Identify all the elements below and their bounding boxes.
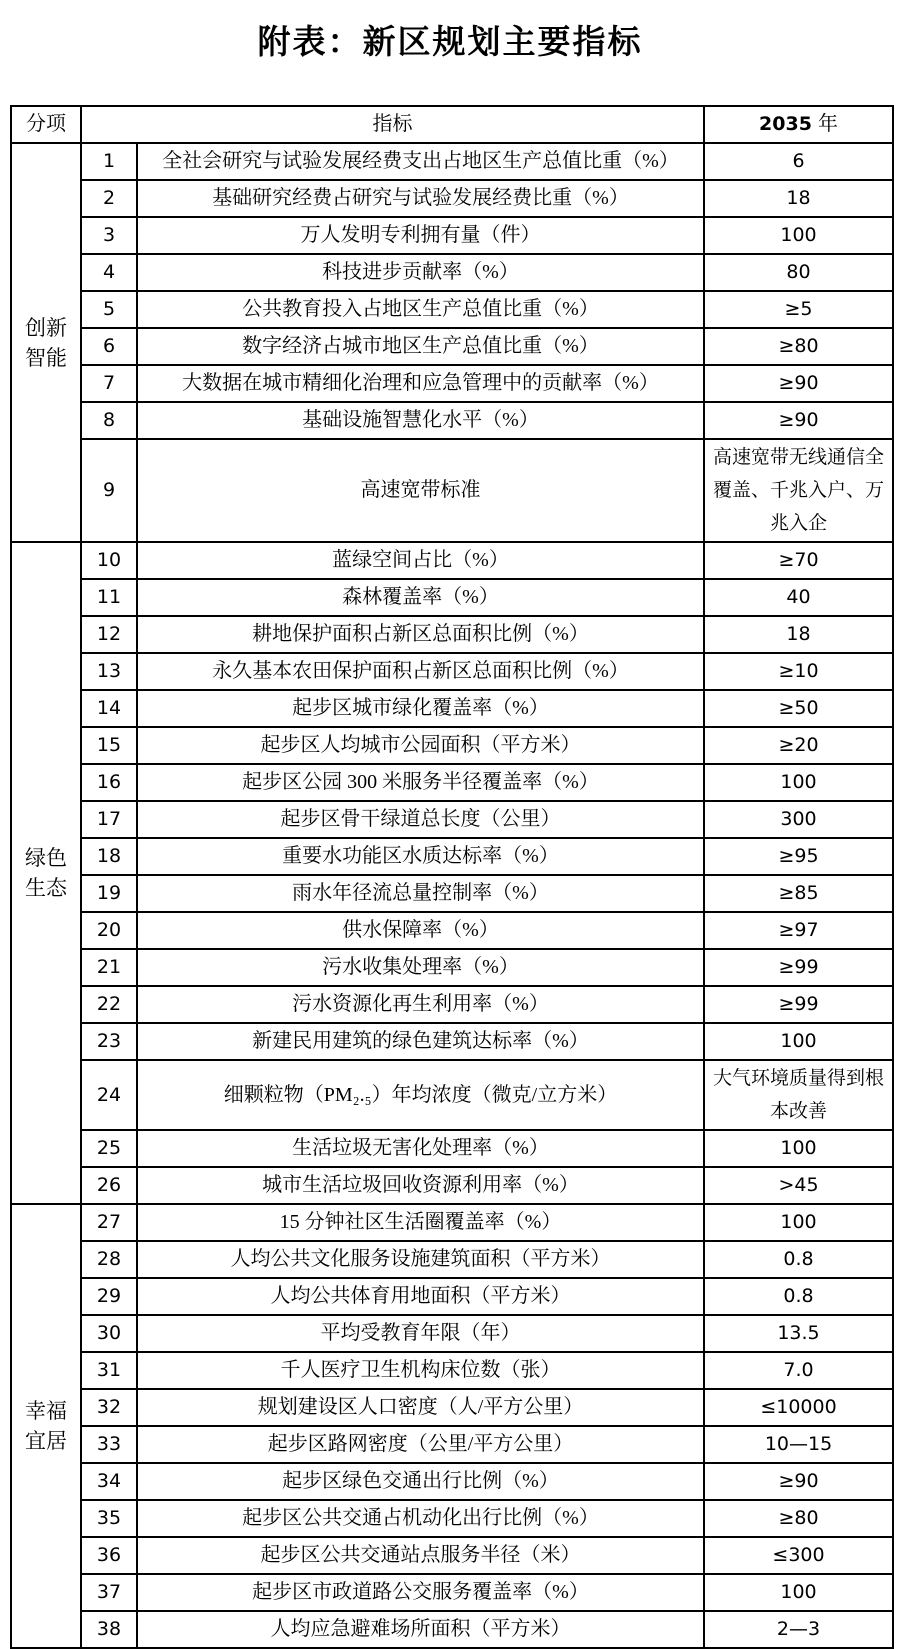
value-cell: ≥50 xyxy=(704,690,893,727)
value-cell: ≤10000 xyxy=(704,1389,893,1426)
row-number-cell: 15 xyxy=(81,727,137,764)
indicator-cell: 起步区人均城市公园面积（平方米） xyxy=(137,727,704,764)
table-row xyxy=(11,291,893,328)
table-row xyxy=(11,616,893,653)
value-cell: 18 xyxy=(704,616,893,653)
value-cell: 100 xyxy=(704,1204,893,1241)
table-row xyxy=(11,764,893,801)
row-number-cell: 20 xyxy=(81,912,137,949)
row-number-cell: 6 xyxy=(81,328,137,365)
table-row xyxy=(11,1611,893,1648)
indicator-cell: 科技进步贡献率（%） xyxy=(137,254,704,291)
header-row xyxy=(11,106,893,143)
table-row xyxy=(11,1204,893,1241)
row-number-cell: 28 xyxy=(81,1241,137,1278)
table-row xyxy=(11,542,893,579)
row-number-cell: 19 xyxy=(81,875,137,912)
table-row xyxy=(11,986,893,1023)
value-cell: 13.5 xyxy=(704,1315,893,1352)
value-cell: ≥90 xyxy=(704,402,893,439)
indicator-cell: 起步区骨干绿道总长度（公里） xyxy=(137,801,704,838)
value-cell: 18 xyxy=(704,180,893,217)
table-body xyxy=(11,143,893,1648)
table-row xyxy=(11,1278,893,1315)
value-cell: ≥80 xyxy=(704,1500,893,1537)
table-row xyxy=(11,143,893,180)
table-row xyxy=(11,1023,893,1060)
indicator-cell: 新建民用建筑的绿色建筑达标率（%） xyxy=(137,1023,704,1060)
row-number-cell: 14 xyxy=(81,690,137,727)
indicator-cell: 生活垃圾无害化处理率（%） xyxy=(137,1130,704,1167)
row-number-cell: 31 xyxy=(81,1352,137,1389)
table-row xyxy=(11,1537,893,1574)
value-cell: 100 xyxy=(704,1574,893,1611)
indicator-cell: 全社会研究与试验发展经费支出占地区生产总值比重（%） xyxy=(137,143,704,180)
value-cell: ≤300 xyxy=(704,1537,893,1574)
table-row xyxy=(11,1463,893,1500)
row-number-cell: 37 xyxy=(81,1574,137,1611)
table-row xyxy=(11,1352,893,1389)
value-cell: ≥99 xyxy=(704,949,893,986)
table-row xyxy=(11,402,893,439)
indicator-cell: 规划建设区人口密度（人/平方公里） xyxy=(137,1389,704,1426)
header-indicator: 指标 xyxy=(81,106,704,143)
indicator-cell: 森林覆盖率（%） xyxy=(137,579,704,616)
header-year xyxy=(704,106,893,143)
row-number-cell: 7 xyxy=(81,365,137,402)
table-row xyxy=(11,912,893,949)
indicator-cell: 基础研究经费占研究与试验发展经费比重（%） xyxy=(137,180,704,217)
table-row xyxy=(11,217,893,254)
row-number-cell: 29 xyxy=(81,1278,137,1315)
indicator-cell: 起步区城市绿化覆盖率（%） xyxy=(137,690,704,727)
category-cell: 创新 智能 xyxy=(11,143,81,542)
value-cell: 2—3 xyxy=(704,1611,893,1648)
row-number-cell: 32 xyxy=(81,1389,137,1426)
indicator-cell: 大数据在城市精细化治理和应急管理中的贡献率（%） xyxy=(137,365,704,402)
table-row xyxy=(11,254,893,291)
row-number-cell: 12 xyxy=(81,616,137,653)
table-row xyxy=(11,690,893,727)
row-number-cell: 5 xyxy=(81,291,137,328)
header-year-suffix: 年 xyxy=(817,113,838,135)
value-cell: ≥97 xyxy=(704,912,893,949)
row-number-cell: 10 xyxy=(81,542,137,579)
indicator-cell: 起步区公共交通站点服务半径（米） xyxy=(137,1537,704,1574)
value-cell: ≥10 xyxy=(704,653,893,690)
value-cell: 7.0 xyxy=(704,1352,893,1389)
indicator-cell: 重要水功能区水质达标率（%） xyxy=(137,838,704,875)
indicator-cell: 人均公共文化服务设施建筑面积（平方米） xyxy=(137,1241,704,1278)
row-number-cell: 11 xyxy=(81,579,137,616)
indicator-cell: 起步区市政道路公交服务覆盖率（%） xyxy=(137,1574,704,1611)
value-cell: 80 xyxy=(704,254,893,291)
indicator-cell: 起步区公共交通占机动化出行比例（%） xyxy=(137,1500,704,1537)
indicator-cell: 千人医疗卫生机构床位数（张） xyxy=(137,1352,704,1389)
indicator-cell: 雨水年径流总量控制率（%） xyxy=(137,875,704,912)
row-number-cell: 24 xyxy=(81,1060,137,1130)
table-row xyxy=(11,1500,893,1537)
row-number-cell: 33 xyxy=(81,1426,137,1463)
value-cell: 100 xyxy=(704,217,893,254)
indicator-cell: 高速宽带标准 xyxy=(137,439,704,542)
row-number-cell: 30 xyxy=(81,1315,137,1352)
indicator-cell: 耕地保护面积占新区总面积比例（%） xyxy=(137,616,704,653)
indicator-cell: 公共教育投入占地区生产总值比重（%） xyxy=(137,291,704,328)
value-cell: 40 xyxy=(704,579,893,616)
table-row xyxy=(11,1060,893,1130)
table-row xyxy=(11,801,893,838)
table-row xyxy=(11,1130,893,1167)
indicator-cell: 细颗粒物（PM₂.₅）年均浓度（微克/立方米） xyxy=(137,1060,704,1130)
value-cell: ≥5 xyxy=(704,291,893,328)
value-cell: 0.8 xyxy=(704,1278,893,1315)
table-row xyxy=(11,1241,893,1278)
indicator-cell: 人均应急避难场所面积（平方米） xyxy=(137,1611,704,1648)
indicator-cell: 万人发明专利拥有量（件） xyxy=(137,217,704,254)
indicator-cell: 人均公共体育用地面积（平方米） xyxy=(137,1278,704,1315)
value-cell: 300 xyxy=(704,801,893,838)
category-cell: 幸福 宜居 xyxy=(11,1204,81,1648)
value-cell: >45 xyxy=(704,1167,893,1204)
table-row xyxy=(11,838,893,875)
value-cell: 100 xyxy=(704,1130,893,1167)
table-row xyxy=(11,579,893,616)
row-number-cell: 17 xyxy=(81,801,137,838)
table-row xyxy=(11,439,893,542)
table-row xyxy=(11,328,893,365)
value-cell: 100 xyxy=(704,1023,893,1060)
indicator-cell: 起步区绿色交通出行比例（%） xyxy=(137,1463,704,1500)
table-row xyxy=(11,653,893,690)
table-row xyxy=(11,365,893,402)
row-number-cell: 21 xyxy=(81,949,137,986)
row-number-cell: 16 xyxy=(81,764,137,801)
row-number-cell: 8 xyxy=(81,402,137,439)
row-number-cell: 9 xyxy=(81,439,137,542)
value-cell: 10—15 xyxy=(704,1426,893,1463)
value-cell: ≥90 xyxy=(704,365,893,402)
indicator-cell: 基础设施智慧化水平（%） xyxy=(137,402,704,439)
indicator-cell: 15 分钟社区生活圈覆盖率（%） xyxy=(137,1204,704,1241)
table-row xyxy=(11,1315,893,1352)
indicator-cell: 污水收集处理率（%） xyxy=(137,949,704,986)
value-cell: ≥90 xyxy=(704,1463,893,1500)
row-number-cell: 4 xyxy=(81,254,137,291)
row-number-cell: 2 xyxy=(81,180,137,217)
page-title: 附表：新区规划主要指标 xyxy=(257,23,643,60)
value-cell: 高速宽带无线通信全覆盖、千兆入户、万兆入企 xyxy=(704,439,893,542)
value-cell: 大气环境质量得到根本改善 xyxy=(704,1060,893,1130)
table-row xyxy=(11,1167,893,1204)
table-row xyxy=(11,1426,893,1463)
indicators-table xyxy=(10,105,894,1649)
indicator-cell: 污水资源化再生利用率（%） xyxy=(137,986,704,1023)
row-number-cell: 1 xyxy=(81,143,137,180)
value-cell: ≥80 xyxy=(704,328,893,365)
indicator-cell: 平均受教育年限（年） xyxy=(137,1315,704,1352)
row-number-cell: 23 xyxy=(81,1023,137,1060)
row-number-cell: 3 xyxy=(81,217,137,254)
category-cell: 绿色 生态 xyxy=(11,542,81,1204)
value-cell: 6 xyxy=(704,143,893,180)
value-cell: ≥99 xyxy=(704,986,893,1023)
row-number-cell: 18 xyxy=(81,838,137,875)
value-cell: 100 xyxy=(704,764,893,801)
row-number-cell: 38 xyxy=(81,1611,137,1648)
row-number-cell: 13 xyxy=(81,653,137,690)
indicator-cell: 永久基本农田保护面积占新区总面积比例（%） xyxy=(137,653,704,690)
table-row xyxy=(11,180,893,217)
header-year-number: 2035 xyxy=(759,113,812,135)
indicator-cell: 蓝绿空间占比（%） xyxy=(137,542,704,579)
table-row xyxy=(11,1574,893,1611)
row-number-cell: 36 xyxy=(81,1537,137,1574)
value-cell: 0.8 xyxy=(704,1241,893,1278)
indicator-cell: 城市生活垃圾回收资源利用率（%） xyxy=(137,1167,704,1204)
value-cell: ≥70 xyxy=(704,542,893,579)
table-row xyxy=(11,875,893,912)
table-row xyxy=(11,1389,893,1426)
row-number-cell: 26 xyxy=(81,1167,137,1204)
value-cell: ≥85 xyxy=(704,875,893,912)
value-cell: ≥95 xyxy=(704,838,893,875)
table-row xyxy=(11,949,893,986)
row-number-cell: 27 xyxy=(81,1204,137,1241)
table-row xyxy=(11,727,893,764)
row-number-cell: 22 xyxy=(81,986,137,1023)
row-number-cell: 35 xyxy=(81,1500,137,1537)
row-number-cell: 25 xyxy=(81,1130,137,1167)
header-category: 分项 xyxy=(11,106,81,143)
indicator-cell: 供水保障率（%） xyxy=(137,912,704,949)
indicator-cell: 数字经济占城市地区生产总值比重（%） xyxy=(137,328,704,365)
indicator-cell: 起步区公园 300 米服务半径覆盖率（%） xyxy=(137,764,704,801)
value-cell: ≥20 xyxy=(704,727,893,764)
row-number-cell: 34 xyxy=(81,1463,137,1500)
indicator-cell: 起步区路网密度（公里/平方公里） xyxy=(137,1426,704,1463)
